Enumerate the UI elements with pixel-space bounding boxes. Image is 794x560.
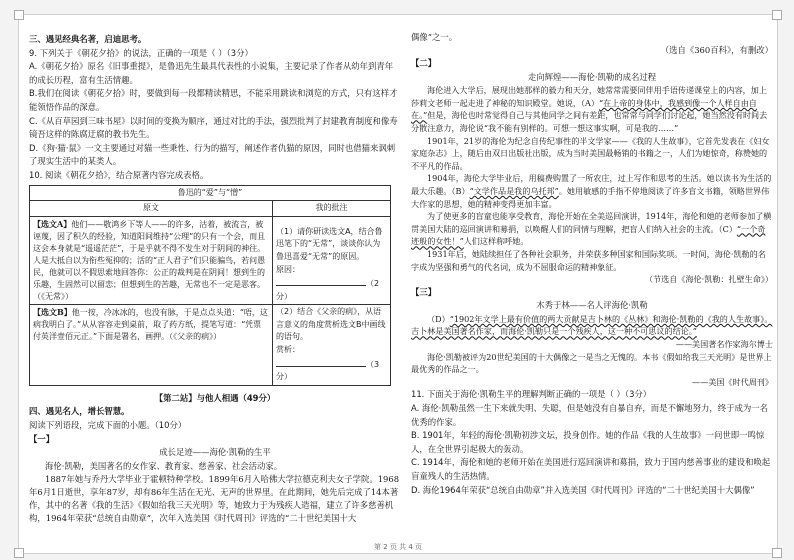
part-2-marker: 【二】 [411, 58, 437, 68]
option-9c: C.《从百草园到三味书屋》以时间的变换为顺序，通过对比的手法，强烈批判了封建教育制度和像寿镜吾这样的陈腐迂腐的教书先生。 [29, 115, 398, 140]
fame-paragraph-5: 1931年后，她陆续担任了各种社会职务，并荣获多种国家和国际奖项。一时间，海伦·凯勒的名字成为坚强和勇气的代名词，成为不屈服命运的精神象征。 [411, 248, 766, 272]
excerpt-a-label: 【选文A】 [33, 218, 72, 229]
bio-paragraph-2: 1887年她与乔丹大学毕业于霍顿特种学校。1899年6月入哈佛大学拉德克利夫女子学院。1968年6月1日逝世，享年87岁，却有86年生活在无光、无声的世界里。在此期间，她先后完成了14本著作，其中的名著《我的生活》《假如给我三天光明》等，她致力于为残疾人造福，建立了许多慈善机构，1964年荣获“总统自由勋章”，次年入选美国《时代周刊》评选的“二十世纪美国十大 [29, 473, 400, 523]
evaluation-source-1: ——美国著名作家海尔博士 [675, 339, 773, 350]
evaluation-title: 木秀于林——名人评海伦·凯勒 [536, 300, 648, 311]
sentence-a: “在上帝的身体中，我感到像一个人样自由自在。” [411, 97, 757, 121]
fame-title: 走向辉煌——海伦·凯勒的成名过程 [527, 71, 657, 82]
annotation-a-score: （2分） [276, 279, 380, 301]
table-row [30, 216, 391, 305]
option-11b: B. 1901年，年轻的海伦·凯勒初涉文坛，投身创作。她的作品《我的人生故事》一问世即一鸣惊人，在全世界引起极大的轰动。 [411, 430, 765, 454]
excerpt-b-text: 他一按，冷冰冰的，也没有脉，于是点点头道：“唔，这病我明白了。”从从容容走到桌前，取了药方纸，提笔写道：“凭票付英洋壹佰元正。”下面是署名，画押。（《父亲的病》） [33, 308, 268, 342]
sentence-c: “一个奇迹般的女性！” [411, 223, 766, 247]
annotation-a-cell [273, 216, 391, 305]
annotation-b-answer-blank[interactable] [276, 357, 366, 367]
source-1: （选自《360百科》，有删改） [660, 45, 773, 55]
sentence-d: “1902年文学上最有价值的两大贡献是吉卜林的《丛林》和海伦·凯勒的《我的人生故事》。吉卜林是美国著名作家，而海伦·凯勒只是一个残疾人，这一种不可思议的结论。” [411, 313, 773, 337]
question-10-stem: 10. 阅读《朝花夕拾》，结合原著内容完成表格。 [29, 169, 209, 180]
section-4-title: 四、遇见名人，增长智慧。 [29, 406, 130, 417]
annotation-a-reason-label: 原因： [276, 264, 300, 274]
station-2-heading: 【第二站】与他人相遇（49分） [154, 392, 276, 403]
part-1-marker: 【一】 [29, 433, 55, 444]
option-11c: C. 1914年，海伦和她的老师开始在美国进行巡回演讲和募捐，致力于国内慈善事业的建设和唤起盲童残人的生活热情。 [411, 457, 771, 481]
right-column [411, 31, 773, 497]
evaluation-source-2: ——美国《时代周刊》 [692, 376, 773, 387]
option-11a: A. 海伦·凯勒虽然一生下来就失明、失聪，但是她没有自暴自弃，而是不懈地努力，终于成为一名优秀的作家。 [411, 403, 768, 427]
page-footer: 第 2 页 共 4 页 [373, 543, 423, 551]
table-title: 鲁迅的“爱”与“憎” [30, 185, 391, 201]
table-header-notes: 我的批注 [273, 201, 391, 217]
option-9d: D.《狗·猫·鼠》一文主要通过对猫一些秉性、行为的描写，阐述作者仇猫的原因，同时也借猫来讽刺了现实生活中的某类人。 [29, 142, 396, 167]
option-9b: B.我们在阅读《朝花夕拾》时，要做到每一段都精读精思，不能采用跳读和浏览的方式，只有这样才能领悟作品的深意。 [29, 88, 398, 112]
page-corner-marker [772, 10, 782, 20]
annotation-b-prompt: （2）结合《父亲的病》，从语言意义的角度赏析选文B中画线的语句。 [276, 307, 386, 342]
page-corner-marker [14, 10, 24, 20]
part-3-marker: 【三】 [411, 286, 437, 297]
bio-title: 成长足迹——海伦·凯勒的生平 [159, 447, 271, 458]
evaluation-paragraph-1: （D）“1902年文学上最有价值的两大贡献是吉卜林的《丛林》和海伦·凯勒的《我的人生故事》。吉卜林是美国著名作家，而海伦·凯勒只是一个残疾人，这一种不可思议的结论。” [411, 313, 773, 337]
excerpt-a [30, 216, 273, 305]
annotation-b-cell [273, 305, 391, 386]
annotation-b-score: （3分） [276, 359, 380, 382]
annotation-table [29, 185, 391, 386]
annotation-a-prompt: （1）请你研读选文A，结合鲁迅笔下的“无常”，谈谈你认为鲁迅喜爱“无常”的原因。 [276, 226, 383, 261]
fame-paragraph-2: 1901年，21岁的海伦为纪念自传纪事性的半文学家——《我的人生故事》，它首先发表在《妇女家庭杂志》上，随后由双日出版社出版，成为当时美国最畅销的书籍之一，人们为她惊奇，称赞她的不平凡的作品。 [411, 135, 770, 171]
section-3-title: 三、遇见经典名著，启迪思考。 [29, 34, 147, 44]
table-row [30, 305, 391, 386]
question-9-stem: 9. 下列关于《朝花夕拾》的说法，正确的一项是（ ）（3分） [29, 47, 253, 58]
exam-page [18, 14, 778, 554]
annotation-b-appreciation-label: 赏析： [276, 345, 300, 355]
fame-paragraph-4: 为了使更多的盲童也能享受教育，海伦开始在全美巡回演讲，1914年，海伦和她的老师参加了横贯美国大陆的巡回演讲和募捐，以唤醒人们的同情与理解，把盲人们纳入社会的主流。（C）“一个奇迹般的女性！”人们这样称呼她。 [411, 211, 772, 247]
annotation-a-answer-blank[interactable] [276, 276, 366, 286]
evaluation-paragraph-2: 海伦·凯勒被评为20世纪美国的十大偶像之一是当之无愧的。本书《假如给我三天光明》是世界上最优秀的作品之一。 [411, 351, 772, 375]
excerpt-b [30, 305, 273, 386]
sentence-b: “文学作品是我的乌托邦” [469, 185, 559, 196]
fame-paragraph-1: 海伦进入大学后，展现出她那样的毅力和天分，她常常需要同伴用手语传递课堂上的内容，加上莎莉文老师一起走进了神秘的知识殿堂。她说，（A）“在上帝的身体中，我感到像一个人样自由自在。”但是，海伦也时常觉得自己与其他同学之间有差距，也常常与同学们讨论起，她当然没有时间去分散注意力，海伦说“我不能有别样的。可想一想这事实啊，可是我的……” [411, 85, 768, 133]
option-11d: D. 海伦1964年荣获“总统自由勋章”并入选美国《时代周刊》评选的“二十世纪美国十大偶像” [411, 484, 755, 495]
excerpt-b-label: 【选文B】 [33, 307, 72, 318]
source-2: （节选自《海伦·凯勒：扎壁生命》） [644, 274, 773, 285]
bio-paragraph-1: 海伦·凯勒，美国著名的女作家、教育家、慈善家、社会活动家。 [45, 460, 283, 471]
fame-paragraph-3: 1904年，海伦大学毕业后，用稿费购置了一所农庄，过上写作和思考的生活。她以读书为生活的最大乐趣。（B）“文学作品是我的乌托邦”。她用敏感的手指不停地阅读了许多盲文书籍，领略世界伟大作家的思想，她的精神变得更加丰富。 [411, 173, 772, 209]
left-column [29, 31, 401, 525]
bio-continuation: 偶像”之一。 [411, 32, 458, 42]
option-9a: A.《朝花夕拾》原名《旧事重提》，是鲁迅先生最具代表性的小说集，主要记录了作者从幼年到青年的成长历程，富有生活情趣。 [29, 61, 394, 85]
question-11-stem: 11. 下面关于海伦·凯勒生平的理解判断正确的一项是（ ）（3分） [411, 389, 652, 400]
table-header-original: 原文 [30, 201, 273, 217]
reading-intro: 阅读下列语段，完成下面的小题。（10分） [29, 420, 187, 431]
excerpt-a-text: 他们——敬鸿乡下等人——的许多，沽着，被流言，被诬蔑，因了积久的经验，知道阳间维持“公理”的只有一个会，而且这会本身就是“遥遥茫茫”，于是乎就不得不发生对于阴间的神往。人是大抵自以为衔些冤抑的；活的“正人君子”们只能骗鸟，若问愚民，他就可以不假思索地回答你：公正的裁判是在阴间！想到生的乐趣，生固然可以留恋；但想到生的苦趣，无常也不一定是恶客。（《无常》） [33, 219, 266, 301]
